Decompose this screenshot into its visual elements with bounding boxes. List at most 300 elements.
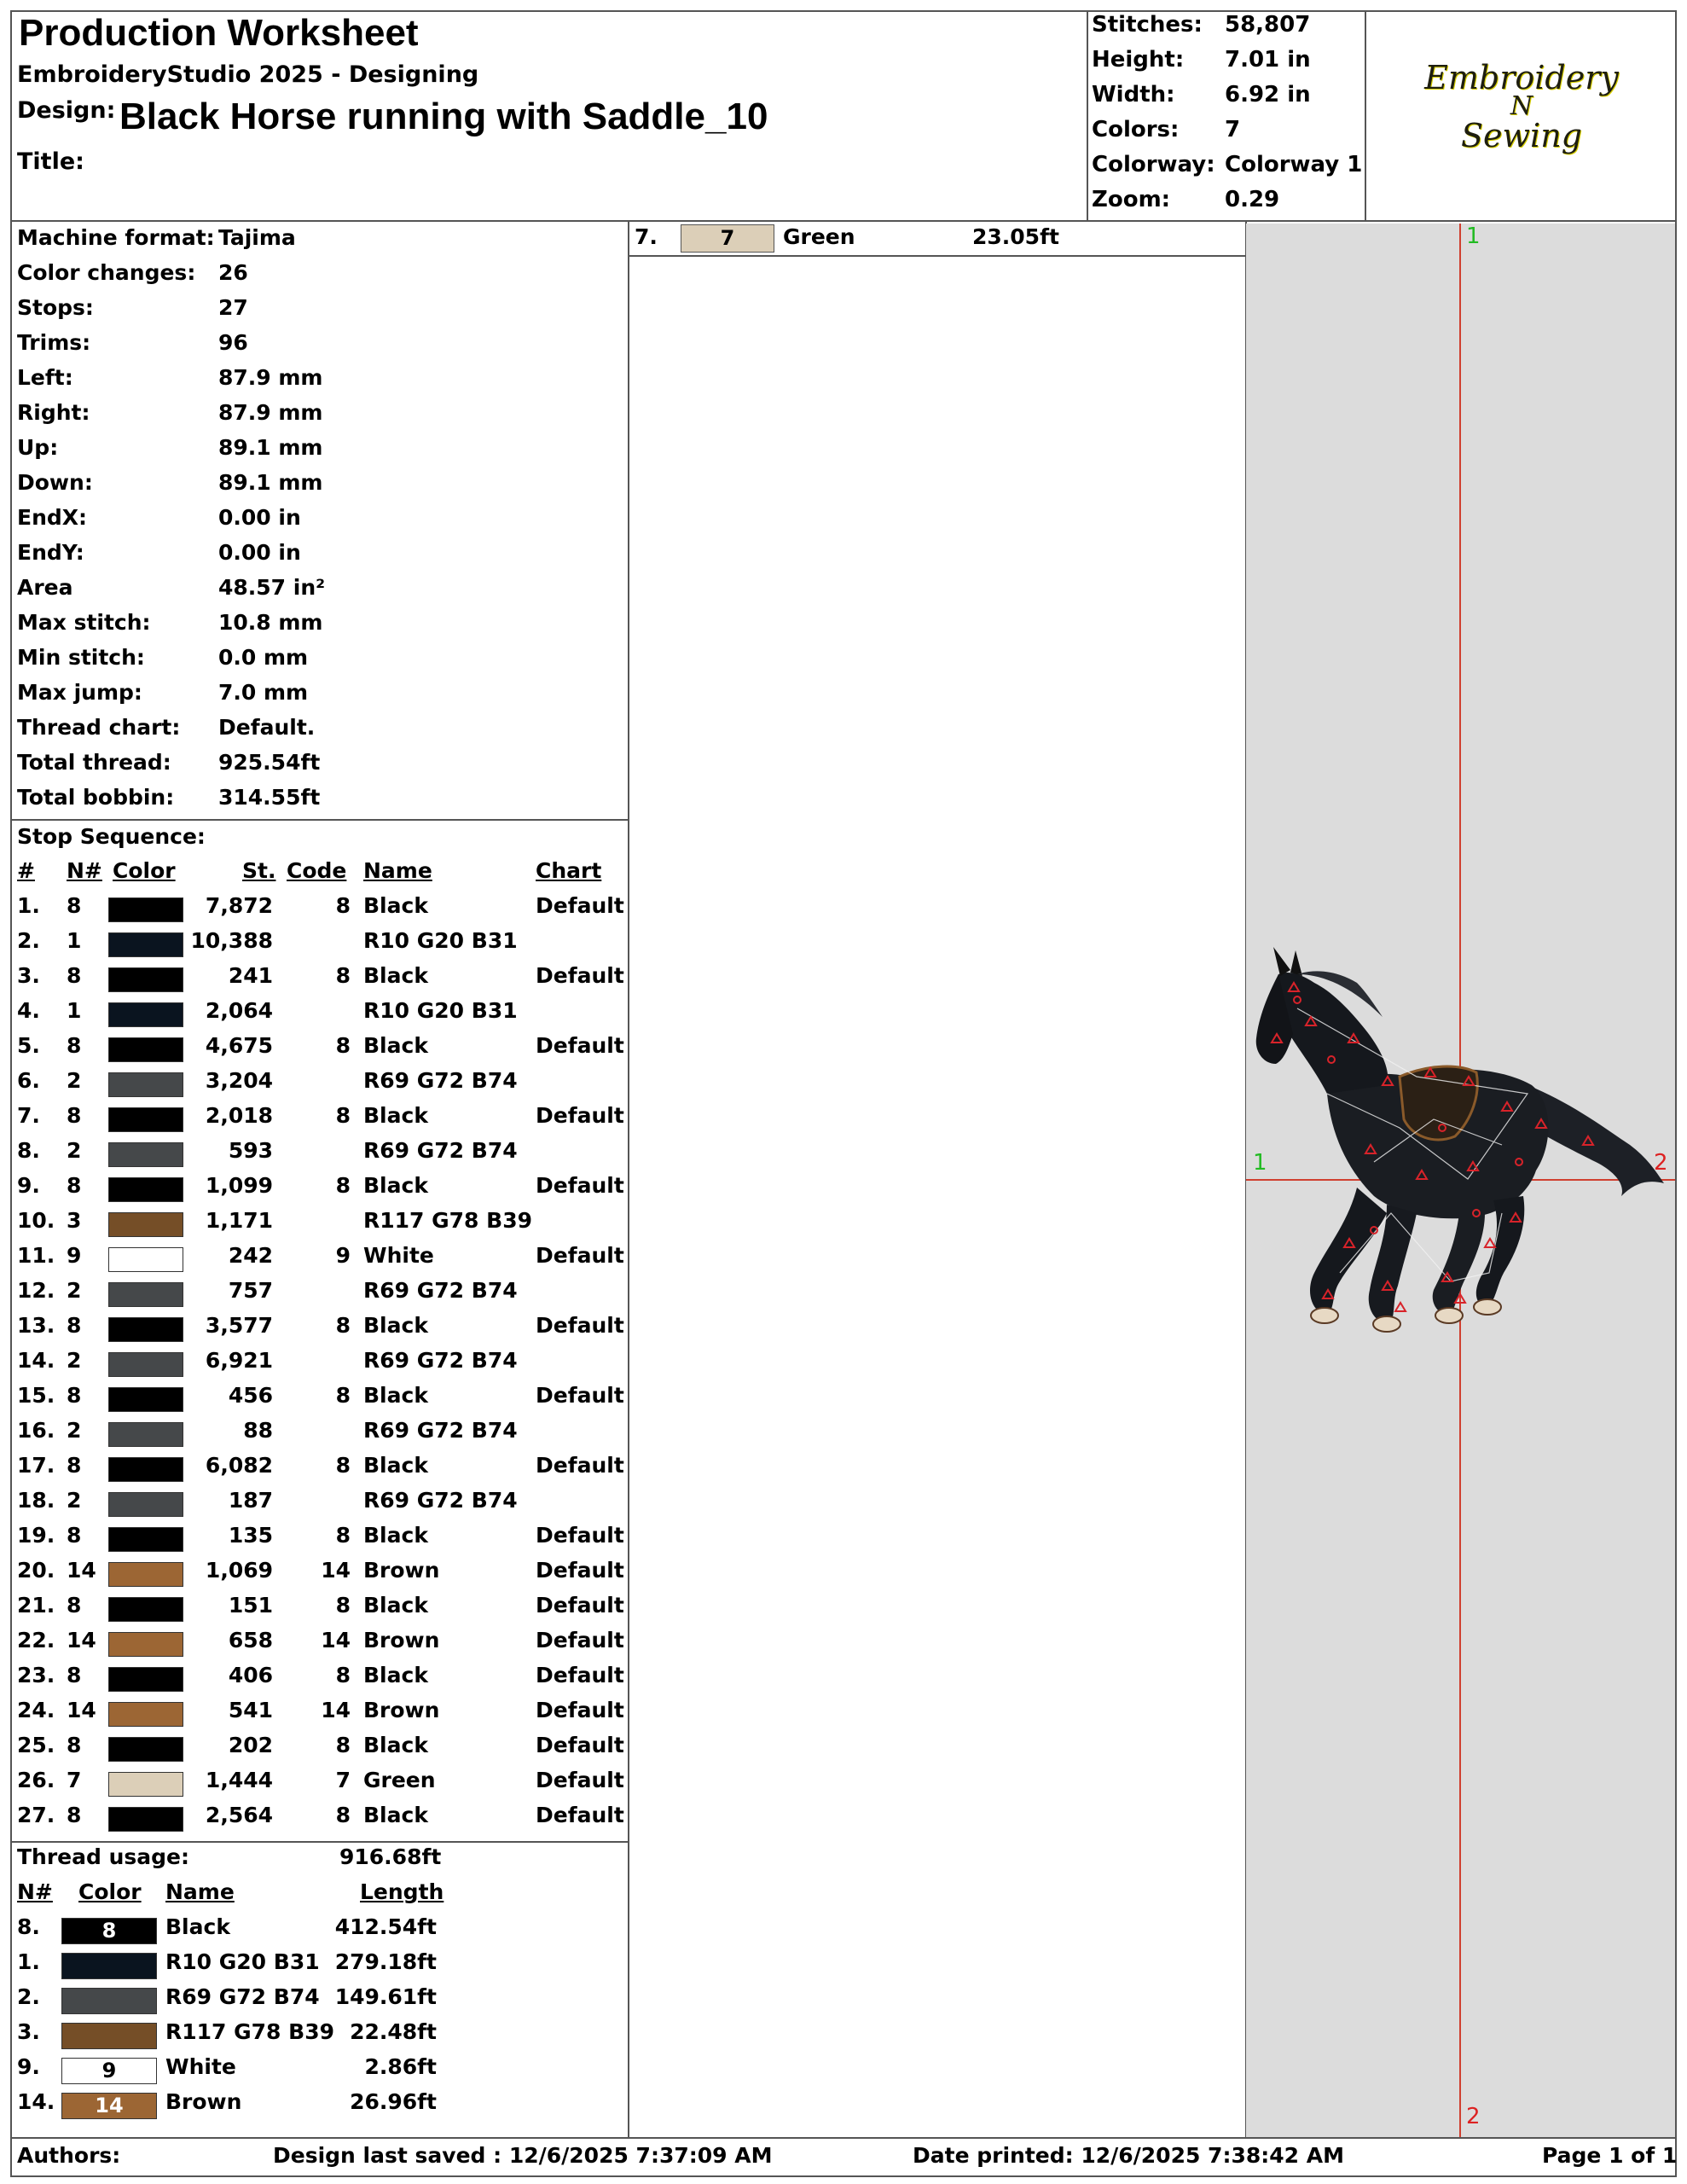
logo-line: N [1510, 91, 1533, 121]
thread-name: Brown [165, 2089, 242, 2114]
thread-usage-divider [10, 1841, 629, 1843]
stat-value: Colorway 1 [1225, 152, 1363, 177]
info-row [17, 470, 323, 505]
info-label: Left: [17, 365, 73, 390]
thread-name: White [363, 1243, 434, 1268]
stop-number: 6. [17, 1068, 40, 1093]
color-swatch [108, 897, 183, 922]
needle-number: 8 [67, 1033, 82, 1058]
axis-marker-top: 1 [1466, 224, 1481, 249]
thread-chart: Default [536, 1768, 624, 1792]
design-name: Black Horse running with Saddle_10 [119, 96, 768, 137]
thread-name: Black [165, 1914, 230, 1939]
stat-label: Height: [1092, 47, 1185, 73]
stat-label: Zoom: [1092, 187, 1171, 212]
stitch-count: 406 [228, 1663, 273, 1687]
col-header-color: Color [113, 858, 176, 883]
horse-embroidery-image [1246, 224, 1675, 2137]
thread-chart: Default [536, 963, 624, 988]
stop-number: 18. [17, 1488, 55, 1513]
thread-name: Black [363, 1103, 428, 1128]
stat-value: 6.92 in [1225, 82, 1311, 107]
info-label: EndY: [17, 540, 84, 565]
thread-chart: Default [536, 1523, 624, 1548]
info-value: 10.8 mm [218, 610, 323, 635]
thread-chart: Default [536, 1313, 624, 1338]
footer-divider [10, 2137, 1677, 2139]
thread-name: White [165, 2054, 236, 2079]
needle-number: 8 [67, 1103, 82, 1128]
current-color-index: 7. [635, 224, 658, 249]
thread-name: Black [363, 1523, 428, 1548]
stop-number: 10. [17, 1208, 55, 1233]
stat-value: 58,807 [1225, 12, 1311, 38]
color-swatch [108, 1177, 183, 1202]
color-swatch [108, 1562, 183, 1587]
table-row [0, 1208, 628, 1243]
table-row [0, 1523, 628, 1558]
needle-number: 14 [67, 1628, 96, 1653]
needle-number: 8 [67, 1453, 82, 1478]
header-stats-divider [1087, 10, 1088, 221]
brand-logo [1368, 59, 1675, 154]
table-row [0, 2089, 628, 2124]
stop-number: 14. [17, 1348, 55, 1373]
thread-name: R10 G20 B31 [165, 1949, 320, 1974]
table-row [0, 1453, 628, 1488]
col-header-code: Code [287, 858, 347, 883]
thread-chart: Default [536, 1383, 624, 1408]
thread-code: 8 [335, 1033, 351, 1058]
color-swatch [108, 1422, 183, 1447]
needle-number: 8 [67, 1523, 82, 1548]
title-label: Title: [17, 148, 84, 175]
needle-number: 2 [67, 1488, 82, 1513]
table-row [0, 1068, 628, 1103]
thread-code: 8 [335, 1593, 351, 1618]
info-label: Area [17, 575, 73, 600]
axis-marker-right: 2 [1654, 1150, 1668, 1176]
thread-name: R117 G78 B39 [165, 2019, 334, 2044]
table-row [0, 1243, 628, 1278]
info-label: Trims: [17, 330, 91, 355]
needle-number: 7 [67, 1768, 82, 1792]
info-row [17, 785, 321, 820]
stop-number: 16. [17, 1418, 55, 1443]
thread-chart: Default [536, 1453, 624, 1478]
footer-page-number: Page 1 of 1 [1542, 2143, 1678, 2168]
thread-name: R69 G72 B74 [363, 1488, 518, 1513]
col-header-st: St. [242, 858, 276, 883]
stop-number: 21. [17, 1593, 55, 1618]
thread-length: 2.86ft [364, 2054, 437, 2079]
color-swatch [61, 1988, 157, 2014]
col-header-n: N# [17, 1879, 53, 1904]
thread-code: 8 [335, 1453, 351, 1478]
color-swatch [108, 1282, 183, 1307]
thread-name: Black [363, 1313, 428, 1338]
table-row [0, 1138, 628, 1173]
color-swatch [108, 1457, 183, 1482]
stitch-count: 3,204 [205, 1068, 273, 1093]
info-label: Stops: [17, 295, 94, 320]
stat-label: Width: [1092, 82, 1175, 107]
thread-chart: Default [536, 893, 624, 918]
color-swatch [61, 1953, 157, 1979]
table-row [0, 893, 628, 928]
table-row [0, 2054, 628, 2089]
thread-chart: Default [536, 1593, 624, 1618]
info-row [17, 225, 296, 260]
table-row [0, 963, 628, 998]
stop-number: 4. [17, 998, 40, 1023]
needle-number: 3 [67, 1208, 82, 1233]
table-row [0, 1914, 628, 1949]
thread-chart: Default [536, 1173, 624, 1198]
color-swatch [108, 1037, 183, 1062]
thread-name: Black [363, 963, 428, 988]
stop-number: 7. [17, 1103, 40, 1128]
stop-sequence-title: Stop Sequence: [17, 824, 206, 849]
needle-number: 3. [17, 2019, 40, 2044]
stitch-count: 6,921 [205, 1348, 273, 1373]
info-value: 87.9 mm [218, 365, 323, 390]
stitch-count: 1,099 [205, 1173, 273, 1198]
info-label: Total bobbin: [17, 785, 175, 810]
needle-number: 14 [67, 1698, 96, 1722]
color-swatch [108, 1492, 183, 1517]
info-row [17, 715, 316, 750]
needle-number: 1 [67, 928, 82, 953]
info-value: 89.1 mm [218, 470, 323, 495]
needle-number: 1. [17, 1949, 40, 1974]
thread-name: R69 G72 B74 [363, 1068, 518, 1093]
current-color-swatch: 7 [681, 224, 774, 253]
stitch-count: 202 [228, 1733, 273, 1757]
axis-marker-left: 1 [1253, 1150, 1267, 1176]
header-logo-divider [1365, 10, 1366, 221]
info-value: 0.00 in [218, 540, 301, 565]
stitch-count: 88 [243, 1418, 273, 1443]
needle-number: 8 [67, 1733, 82, 1757]
needle-number: 8 [67, 1663, 82, 1687]
color-swatch [108, 932, 183, 957]
thread-code: 14 [321, 1628, 351, 1653]
info-row [17, 330, 248, 365]
table-row [0, 1418, 628, 1453]
thread-name: R69 G72 B74 [363, 1418, 518, 1443]
stop-number: 2. [17, 928, 40, 953]
thread-length: 279.18ft [334, 1949, 437, 1974]
stitch-count: 187 [228, 1488, 273, 1513]
thread-code: 8 [335, 1733, 351, 1757]
logo-line: Sewing [1461, 117, 1582, 154]
stop-number: 9. [17, 1173, 40, 1198]
needle-number: 8 [67, 1803, 82, 1827]
thread-name: R10 G20 B31 [363, 998, 518, 1023]
stop-number: 26. [17, 1768, 55, 1792]
color-swatch: 8 [61, 1918, 157, 1944]
thread-name: Black [363, 1033, 428, 1058]
info-row [17, 680, 309, 715]
stitch-count: 456 [228, 1383, 273, 1408]
info-label: Color changes: [17, 260, 196, 285]
thread-name: R69 G72 B74 [363, 1348, 518, 1373]
stitch-count: 593 [228, 1138, 273, 1163]
color-swatch [108, 1317, 183, 1342]
stop-number: 11. [17, 1243, 55, 1268]
stop-number: 5. [17, 1033, 40, 1058]
table-row [0, 1663, 628, 1698]
color-swatch [108, 1807, 183, 1832]
needle-number: 9. [17, 2054, 40, 2079]
color-swatch: 14 [61, 2093, 157, 2119]
needle-number: 8 [67, 963, 82, 988]
thread-code: 8 [335, 963, 351, 988]
stop-number: 24. [17, 1698, 55, 1722]
color-swatch [108, 1772, 183, 1797]
needle-number: 2 [67, 1138, 82, 1163]
table-row [0, 1698, 628, 1733]
stop-number: 15. [17, 1383, 55, 1408]
needle-number: 8 [67, 1593, 82, 1618]
footer-date-printed: Date printed: 12/6/2025 7:38:42 AM [913, 2143, 1344, 2168]
footer-last-saved: Design last saved : 12/6/2025 7:37:09 AM [273, 2143, 773, 2168]
info-row [17, 750, 321, 785]
table-row [0, 2019, 628, 2054]
current-color-name: Green [783, 224, 855, 249]
stitch-count: 241 [228, 963, 273, 988]
info-value: 0.0 mm [218, 645, 309, 670]
table-row [0, 1383, 628, 1418]
stitch-count: 135 [228, 1523, 273, 1548]
info-row [17, 400, 323, 435]
thread-name: Black [363, 1733, 428, 1757]
thread-chart: Default [536, 1033, 624, 1058]
info-value: 27 [218, 295, 248, 320]
stop-number: 3. [17, 963, 40, 988]
color-swatch [108, 1247, 183, 1272]
stitch-count: 1,069 [205, 1558, 273, 1583]
info-row [17, 260, 248, 295]
color-swatch [108, 967, 183, 992]
info-value: 0.00 in [218, 505, 301, 530]
stat-label: Colorway: [1092, 152, 1215, 177]
col-header-color: Color [78, 1879, 142, 1904]
needle-number: 8 [67, 1173, 82, 1198]
thread-length: 26.96ft [350, 2089, 437, 2114]
footer-authors: Authors: [17, 2143, 121, 2168]
table-row [0, 1173, 628, 1208]
thread-chart: Default [536, 1628, 624, 1653]
color-swatch [108, 1667, 183, 1692]
needle-number: 1 [67, 998, 82, 1023]
info-row [17, 610, 323, 645]
info-value: 925.54ft [218, 750, 321, 775]
thread-code: 14 [321, 1558, 351, 1583]
app-subtitle: EmbroideryStudio 2025 - Designing [17, 61, 479, 88]
thread-code: 7 [335, 1768, 351, 1792]
needle-number: 8 [67, 1383, 82, 1408]
stitch-count: 757 [228, 1278, 273, 1303]
axis-marker-bottom: 2 [1466, 2104, 1481, 2129]
stitch-count: 7,872 [205, 893, 273, 918]
thread-usage-total: 916.68ft [339, 1844, 442, 1869]
col-header-length: Length [360, 1879, 444, 1904]
info-value: 48.57 in² [218, 575, 326, 600]
thread-length: 412.54ft [334, 1914, 437, 1939]
design-label: Design: [17, 97, 116, 124]
thread-code: 8 [335, 1383, 351, 1408]
color-swatch [108, 1072, 183, 1097]
col-header-n: N# [67, 858, 102, 883]
needle-number: 8. [17, 1914, 40, 1939]
table-row [0, 1949, 628, 1984]
table-row [0, 1803, 628, 1838]
col-header-num: # [17, 858, 35, 883]
stitch-count: 4,675 [205, 1033, 273, 1058]
design-preview[interactable] [1246, 224, 1675, 2137]
color-swatch [108, 1107, 183, 1132]
info-label: Max stitch: [17, 610, 151, 635]
stop-number: 22. [17, 1628, 55, 1653]
thread-chart: Default [536, 1698, 624, 1722]
stop-number: 27. [17, 1803, 55, 1827]
info-value: 87.9 mm [218, 400, 323, 425]
info-row [17, 645, 309, 680]
stop-number: 23. [17, 1663, 55, 1687]
table-row [0, 998, 628, 1033]
info-label: Machine format: [17, 225, 215, 250]
stat-label: Stitches: [1092, 12, 1203, 38]
info-value: 89.1 mm [218, 435, 323, 460]
needle-number: 8 [67, 1313, 82, 1338]
col-header-name: Name [363, 858, 432, 883]
thread-usage-title: Thread usage: [17, 1844, 190, 1869]
thread-name: R69 G72 B74 [363, 1138, 518, 1163]
table-row [0, 1313, 628, 1348]
table-row [0, 1733, 628, 1768]
info-label: Total thread: [17, 750, 171, 775]
color-swatch [108, 1527, 183, 1552]
thread-name: Brown [363, 1558, 440, 1583]
thread-name: Black [363, 1453, 428, 1478]
stop-number: 20. [17, 1558, 55, 1583]
info-label: Down: [17, 470, 93, 495]
info-label: Thread chart: [17, 715, 181, 740]
table-row [0, 1033, 628, 1068]
thread-name: Green [363, 1768, 436, 1792]
logo-line: Embroidery [1424, 59, 1619, 96]
col-header-chart: Chart [536, 858, 602, 883]
horse-silhouette [1256, 947, 1664, 1332]
thread-code: 8 [335, 1803, 351, 1827]
thread-name: Brown [363, 1698, 440, 1722]
thread-code: 8 [335, 1313, 351, 1338]
table-row [0, 1103, 628, 1138]
needle-number: 14. [17, 2089, 55, 2114]
info-value: 314.55ft [218, 785, 321, 810]
thread-name: Black [363, 1383, 428, 1408]
needle-number: 14 [67, 1558, 96, 1583]
thread-name: R69 G72 B74 [165, 1984, 320, 2009]
stitch-count: 3,577 [205, 1313, 273, 1338]
stop-number: 17. [17, 1453, 55, 1478]
stat-value: 7.01 in [1225, 47, 1311, 73]
color-swatch [108, 1702, 183, 1727]
color-swatch [108, 1597, 183, 1622]
table-row [0, 1984, 628, 2019]
table-row [0, 1768, 628, 1803]
needle-number: 2 [67, 1418, 82, 1443]
thread-name: Black [363, 893, 428, 918]
info-value: 7.0 mm [218, 680, 309, 705]
needle-number: 8 [67, 893, 82, 918]
thread-name: Black [363, 1803, 428, 1827]
thread-chart: Default [536, 1243, 624, 1268]
stitch-count: 1,444 [205, 1768, 273, 1792]
stat-label: Colors: [1092, 117, 1180, 142]
thread-code: 8 [335, 1103, 351, 1128]
stitch-count: 151 [228, 1593, 273, 1618]
needle-number: 2 [67, 1348, 82, 1373]
table-row [0, 1628, 628, 1663]
info-row [17, 295, 248, 330]
info-label: EndX: [17, 505, 88, 530]
current-color-divider [628, 255, 1246, 257]
thread-chart: Default [536, 1803, 624, 1827]
color-swatch: 9 [61, 2058, 157, 2084]
stop-number: 19. [17, 1523, 55, 1548]
table-row [0, 1348, 628, 1383]
color-swatch [108, 1142, 183, 1167]
thread-code: 8 [335, 893, 351, 918]
color-swatch [61, 2023, 157, 2049]
info-label: Min stitch: [17, 645, 145, 670]
stitch-count: 541 [228, 1698, 273, 1722]
table-row [0, 1558, 628, 1593]
stitch-count: 6,082 [205, 1453, 273, 1478]
stitch-count: 2,064 [205, 998, 273, 1023]
table-row [0, 928, 628, 963]
stat-value: 0.29 [1225, 187, 1280, 212]
needle-number: 9 [67, 1243, 82, 1268]
thread-chart: Default [536, 1558, 624, 1583]
stitch-count: 242 [228, 1243, 273, 1268]
color-swatch [108, 1387, 183, 1412]
info-row [17, 435, 323, 470]
color-swatch [108, 1352, 183, 1377]
thread-name: Brown [363, 1628, 440, 1653]
color-swatch [108, 1002, 183, 1027]
thread-name: R69 G72 B74 [363, 1278, 518, 1303]
info-row [17, 505, 301, 540]
thread-name: Black [363, 1173, 428, 1198]
stop-number: 8. [17, 1138, 40, 1163]
needle-number: 2 [67, 1278, 82, 1303]
stat-value: 7 [1225, 117, 1241, 142]
col-header-name: Name [165, 1879, 235, 1904]
color-swatch [108, 1737, 183, 1762]
needle-number: 2 [67, 1068, 82, 1093]
thread-name: Black [363, 1663, 428, 1687]
stop-number: 1. [17, 893, 40, 918]
info-label: Max jump: [17, 680, 142, 705]
thread-name: Black [363, 1593, 428, 1618]
stitch-count: 2,018 [205, 1103, 273, 1128]
info-row [17, 540, 301, 575]
stop-number: 25. [17, 1733, 55, 1757]
